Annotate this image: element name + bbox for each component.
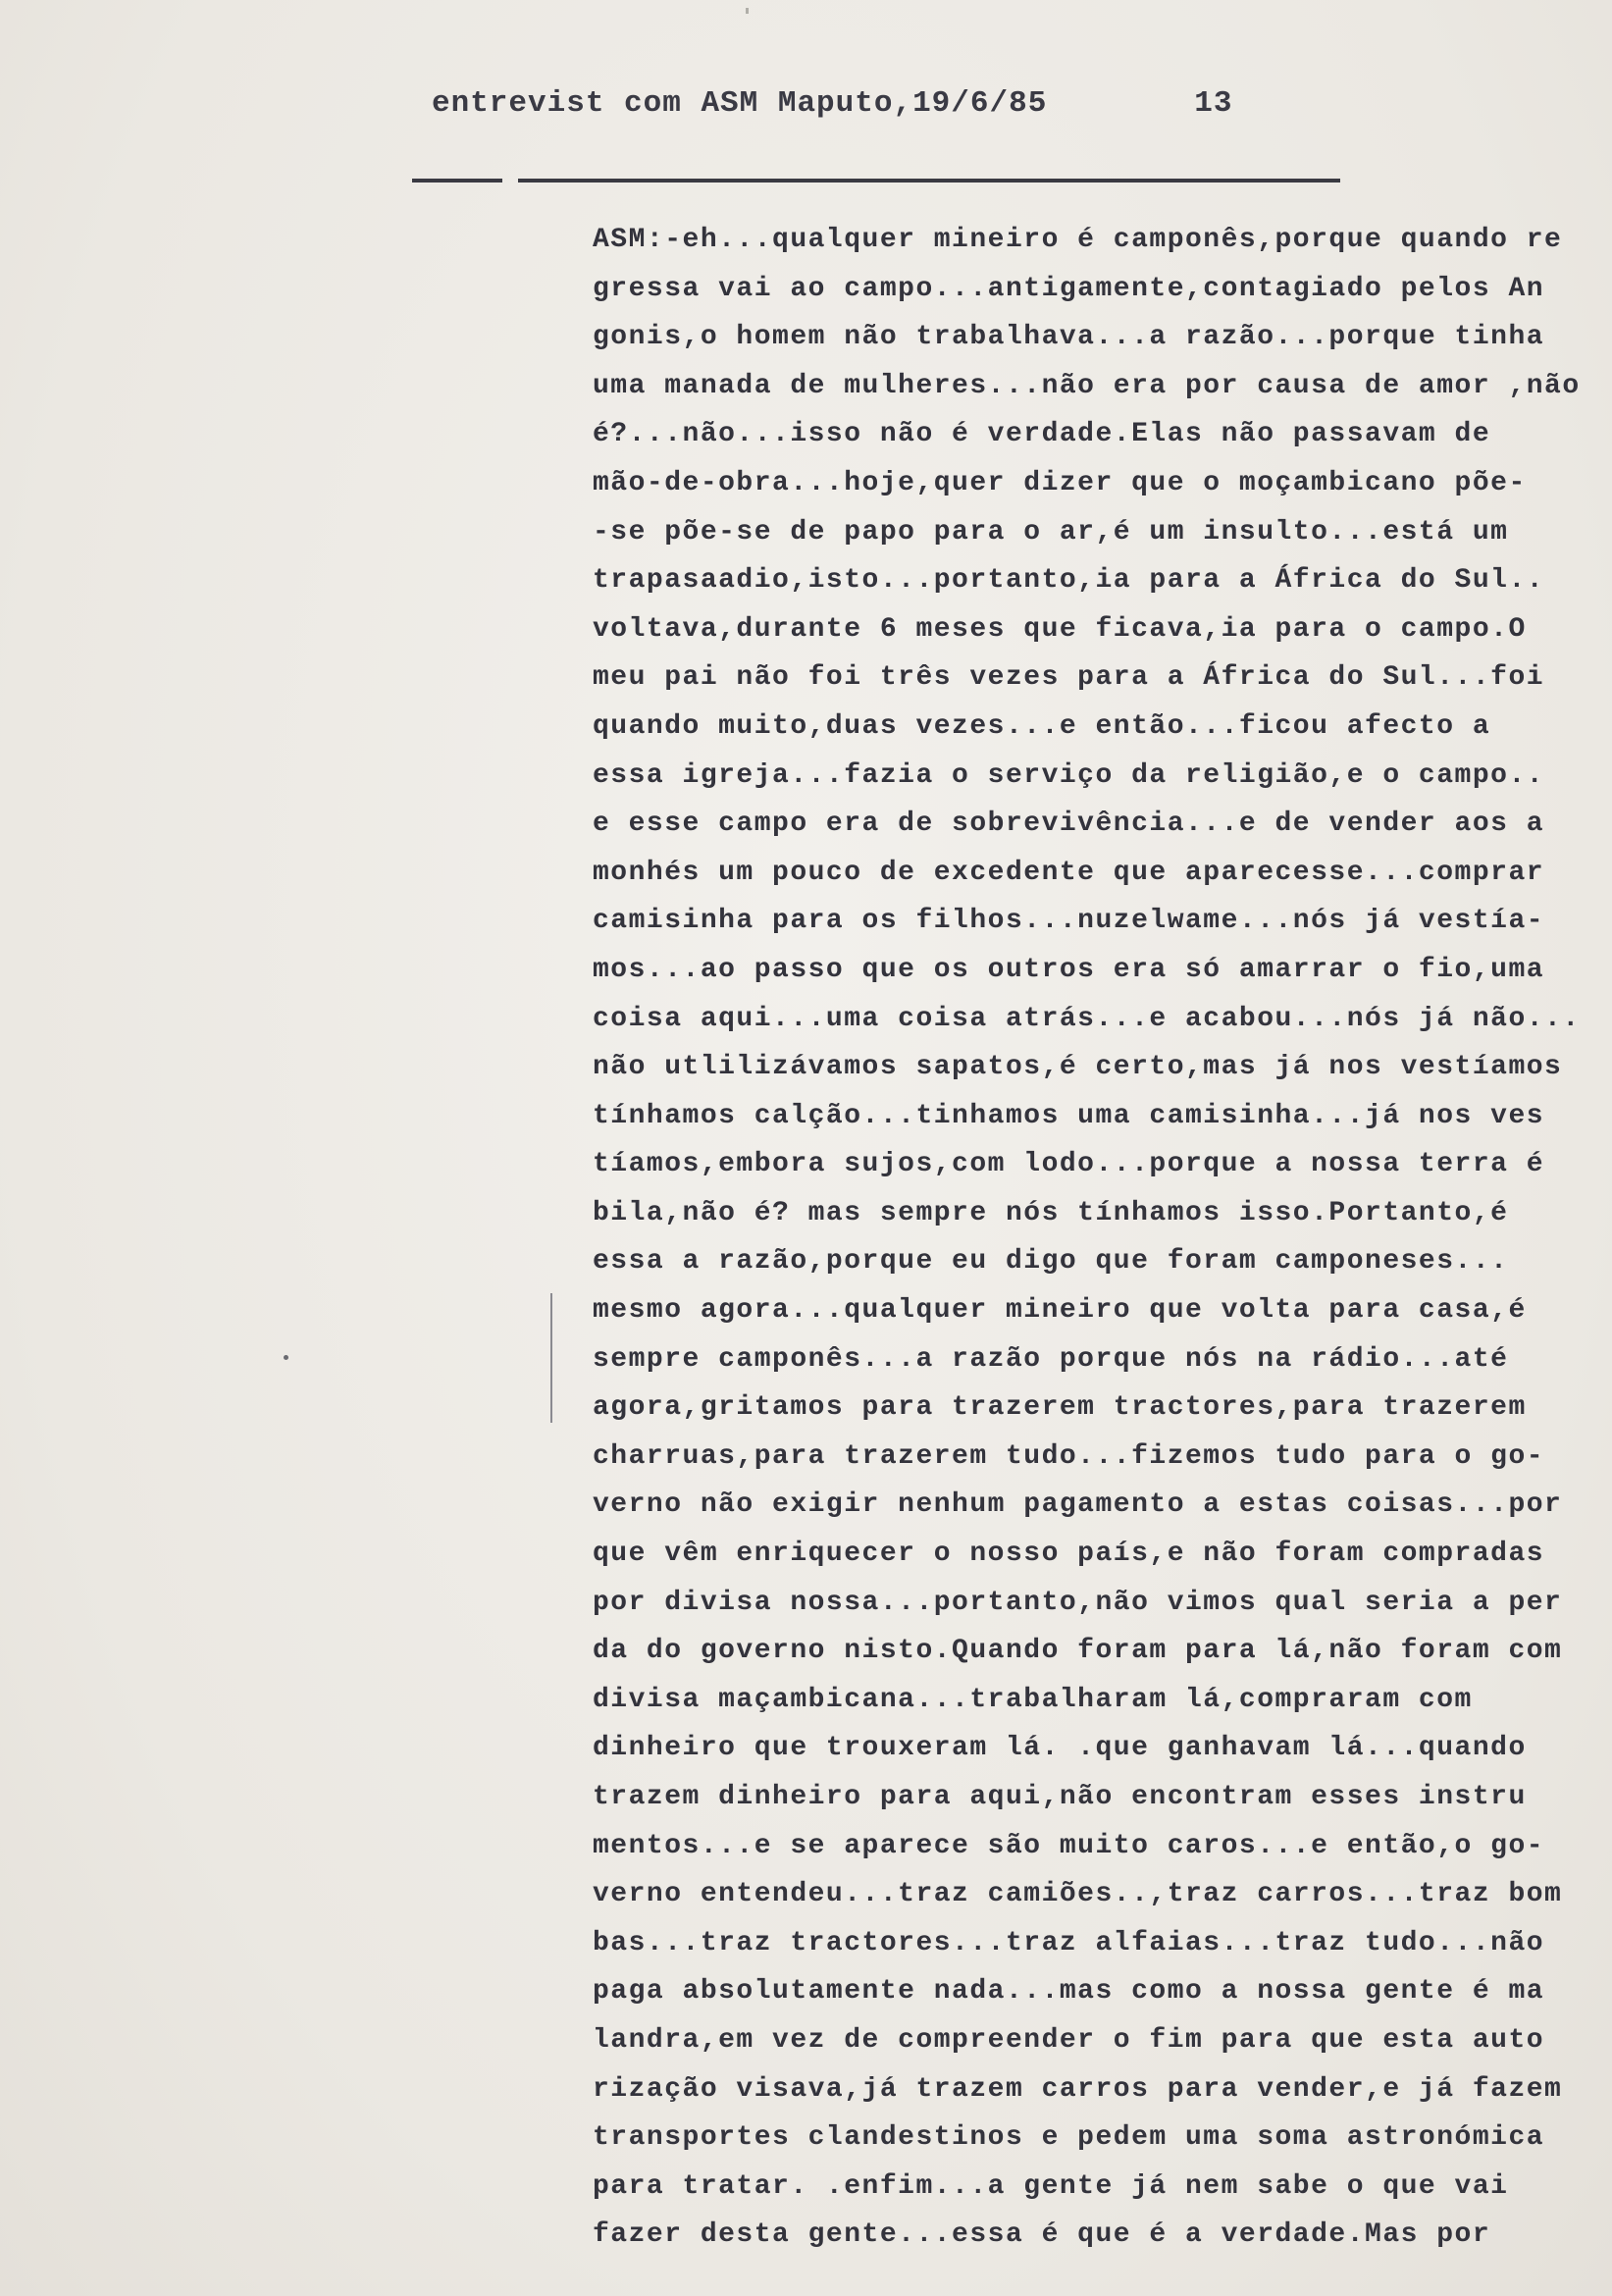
transcript-line: charruas,para trazerem tudo...fizemos tudo para o go-	[593, 1440, 1545, 1472]
transcript-line: mão-de-obra...hoje,quer dizer que o moçambicano põe-	[593, 467, 1527, 498]
transcript-line: trapasaadio,isto...portanto,ia para a África do Sul..	[593, 565, 1545, 597]
margin-dot	[284, 1355, 288, 1360]
interview-transcript	[593, 216, 1584, 2260]
transcript-line: camisinha para os filhos...nuzelwame...nós já vestía-	[593, 906, 1545, 937]
transcript-line: dinheiro que trouxeram lá. .que ganhavam lá...quando	[593, 1733, 1527, 1764]
transcript-line: agora,gritamos para trazerem tractores,para trazerem	[593, 1392, 1527, 1424]
transcript-line: voltava,durante 6 meses que ficava,ia para o campo.O	[593, 613, 1527, 645]
transcript-line: essa igreja...fazia o serviço da religião,e o campo..	[593, 759, 1545, 791]
transcript-line: fazer desta gente...essa é que é a verdade.Mas por	[593, 2219, 1491, 2251]
margin-pencil-mark	[550, 1293, 552, 1423]
transcript-line: essa a razão,porque eu digo que foram camponeses...	[593, 1246, 1509, 1278]
transcript-line: sempre camponês...a razão porque nós na rádio...até	[593, 1343, 1509, 1375]
transcript-line: trazem dinheiro para aqui,não encontram esses instru	[593, 1782, 1527, 1812]
transcript-line: mos...ao passo que os outros era só amarrar o fio,uma	[593, 954, 1545, 985]
transcript-line: mentos...e se aparece são muito caros...e então,o go-	[593, 1830, 1545, 1861]
transcript-line: para tratar. .enfim...a gente já nem sabe o que vai	[593, 2170, 1509, 2202]
page-number: 13	[1194, 86, 1233, 121]
transcript-line: que vêm enriquecer o nosso país,e não foram compradas	[593, 1539, 1545, 1570]
transcript-line: por divisa nossa...portanto,não vimos qual seria a per	[593, 1587, 1563, 1618]
transcript-line: transportes clandestinos e pedem uma soma astronómica	[593, 2122, 1545, 2154]
header-rule-short	[412, 179, 502, 183]
transcript-line: gonis,o homem não trabalhava...a razão...porque tinha	[593, 322, 1545, 353]
page-header	[432, 86, 1233, 121]
transcript-line: landra,em vez de compreender o fim para que esta auto	[593, 2024, 1545, 2056]
transcript-line: uma manada de mulheres...não era por causa de amor ,não	[593, 370, 1581, 401]
transcript-line: divisa maçambicana...trabalharam lá,compraram com	[593, 1684, 1473, 1715]
transcript-line: monhés um pouco de excedente que aparecesse...comprar	[593, 857, 1545, 888]
transcript-line: não utlilizávamos sapatos,é certo,mas já nos vestíamos	[593, 1052, 1563, 1083]
transcript-line: tínhamos calção...tinhamos uma camisinha...já nos ves	[593, 1100, 1545, 1131]
transcript-line: paga absolutamente nada...mas como a nossa gente é ma	[593, 1976, 1545, 2008]
transcript-line: -se põe-se de papo para o ar,é um insulto...está um	[593, 516, 1509, 548]
header-title: entrevist com ASM Maputo,19/6/85	[432, 86, 1048, 121]
transcript-line: rização visava,já trazem carros para vender,e já fazem	[593, 2073, 1563, 2105]
transcript-line: bila,não é? mas sempre nós tínhamos isso.Portanto,é	[593, 1197, 1509, 1228]
transcript-line: é?...não...isso não é verdade.Elas não passavam de	[593, 419, 1491, 450]
transcript-line: tíamos,embora sujos,com lodo...porque a nossa terra é	[593, 1149, 1545, 1180]
paper-speck	[746, 8, 749, 14]
transcript-line: ASM:-eh...qualquer mineiro é camponês,porque quando re	[593, 225, 1563, 255]
transcript-line: verno entendeu...traz camiões..,traz carros...traz bom	[593, 1879, 1563, 1910]
transcript-line: quando muito,duas vezes...e então...ficou afecto a	[593, 710, 1491, 742]
transcript-line: mesmo agora...qualquer mineiro que volta para casa,é	[593, 1295, 1527, 1327]
transcript-line: da do governo nisto.Quando foram para lá,não foram com	[593, 1636, 1563, 1667]
transcript-line: meu pai não foi três vezes para a África do Sul...foi	[593, 662, 1545, 694]
transcript-line: gressa vai ao campo...antigamente,contagiado pelos An	[593, 273, 1545, 304]
header-rule-long	[518, 179, 1340, 183]
transcript-line: coisa aqui...uma coisa atrás...e acabou...nós já não...	[593, 1003, 1581, 1034]
transcript-line: e esse campo era de sobrevivência...e de vender aos a	[593, 809, 1545, 840]
transcript-line: verno não exigir nenhum pagamento a estas coisas...por	[593, 1489, 1563, 1521]
transcript-line: bas...traz tractores...traz alfaias...traz tudo...não	[593, 1927, 1545, 1958]
